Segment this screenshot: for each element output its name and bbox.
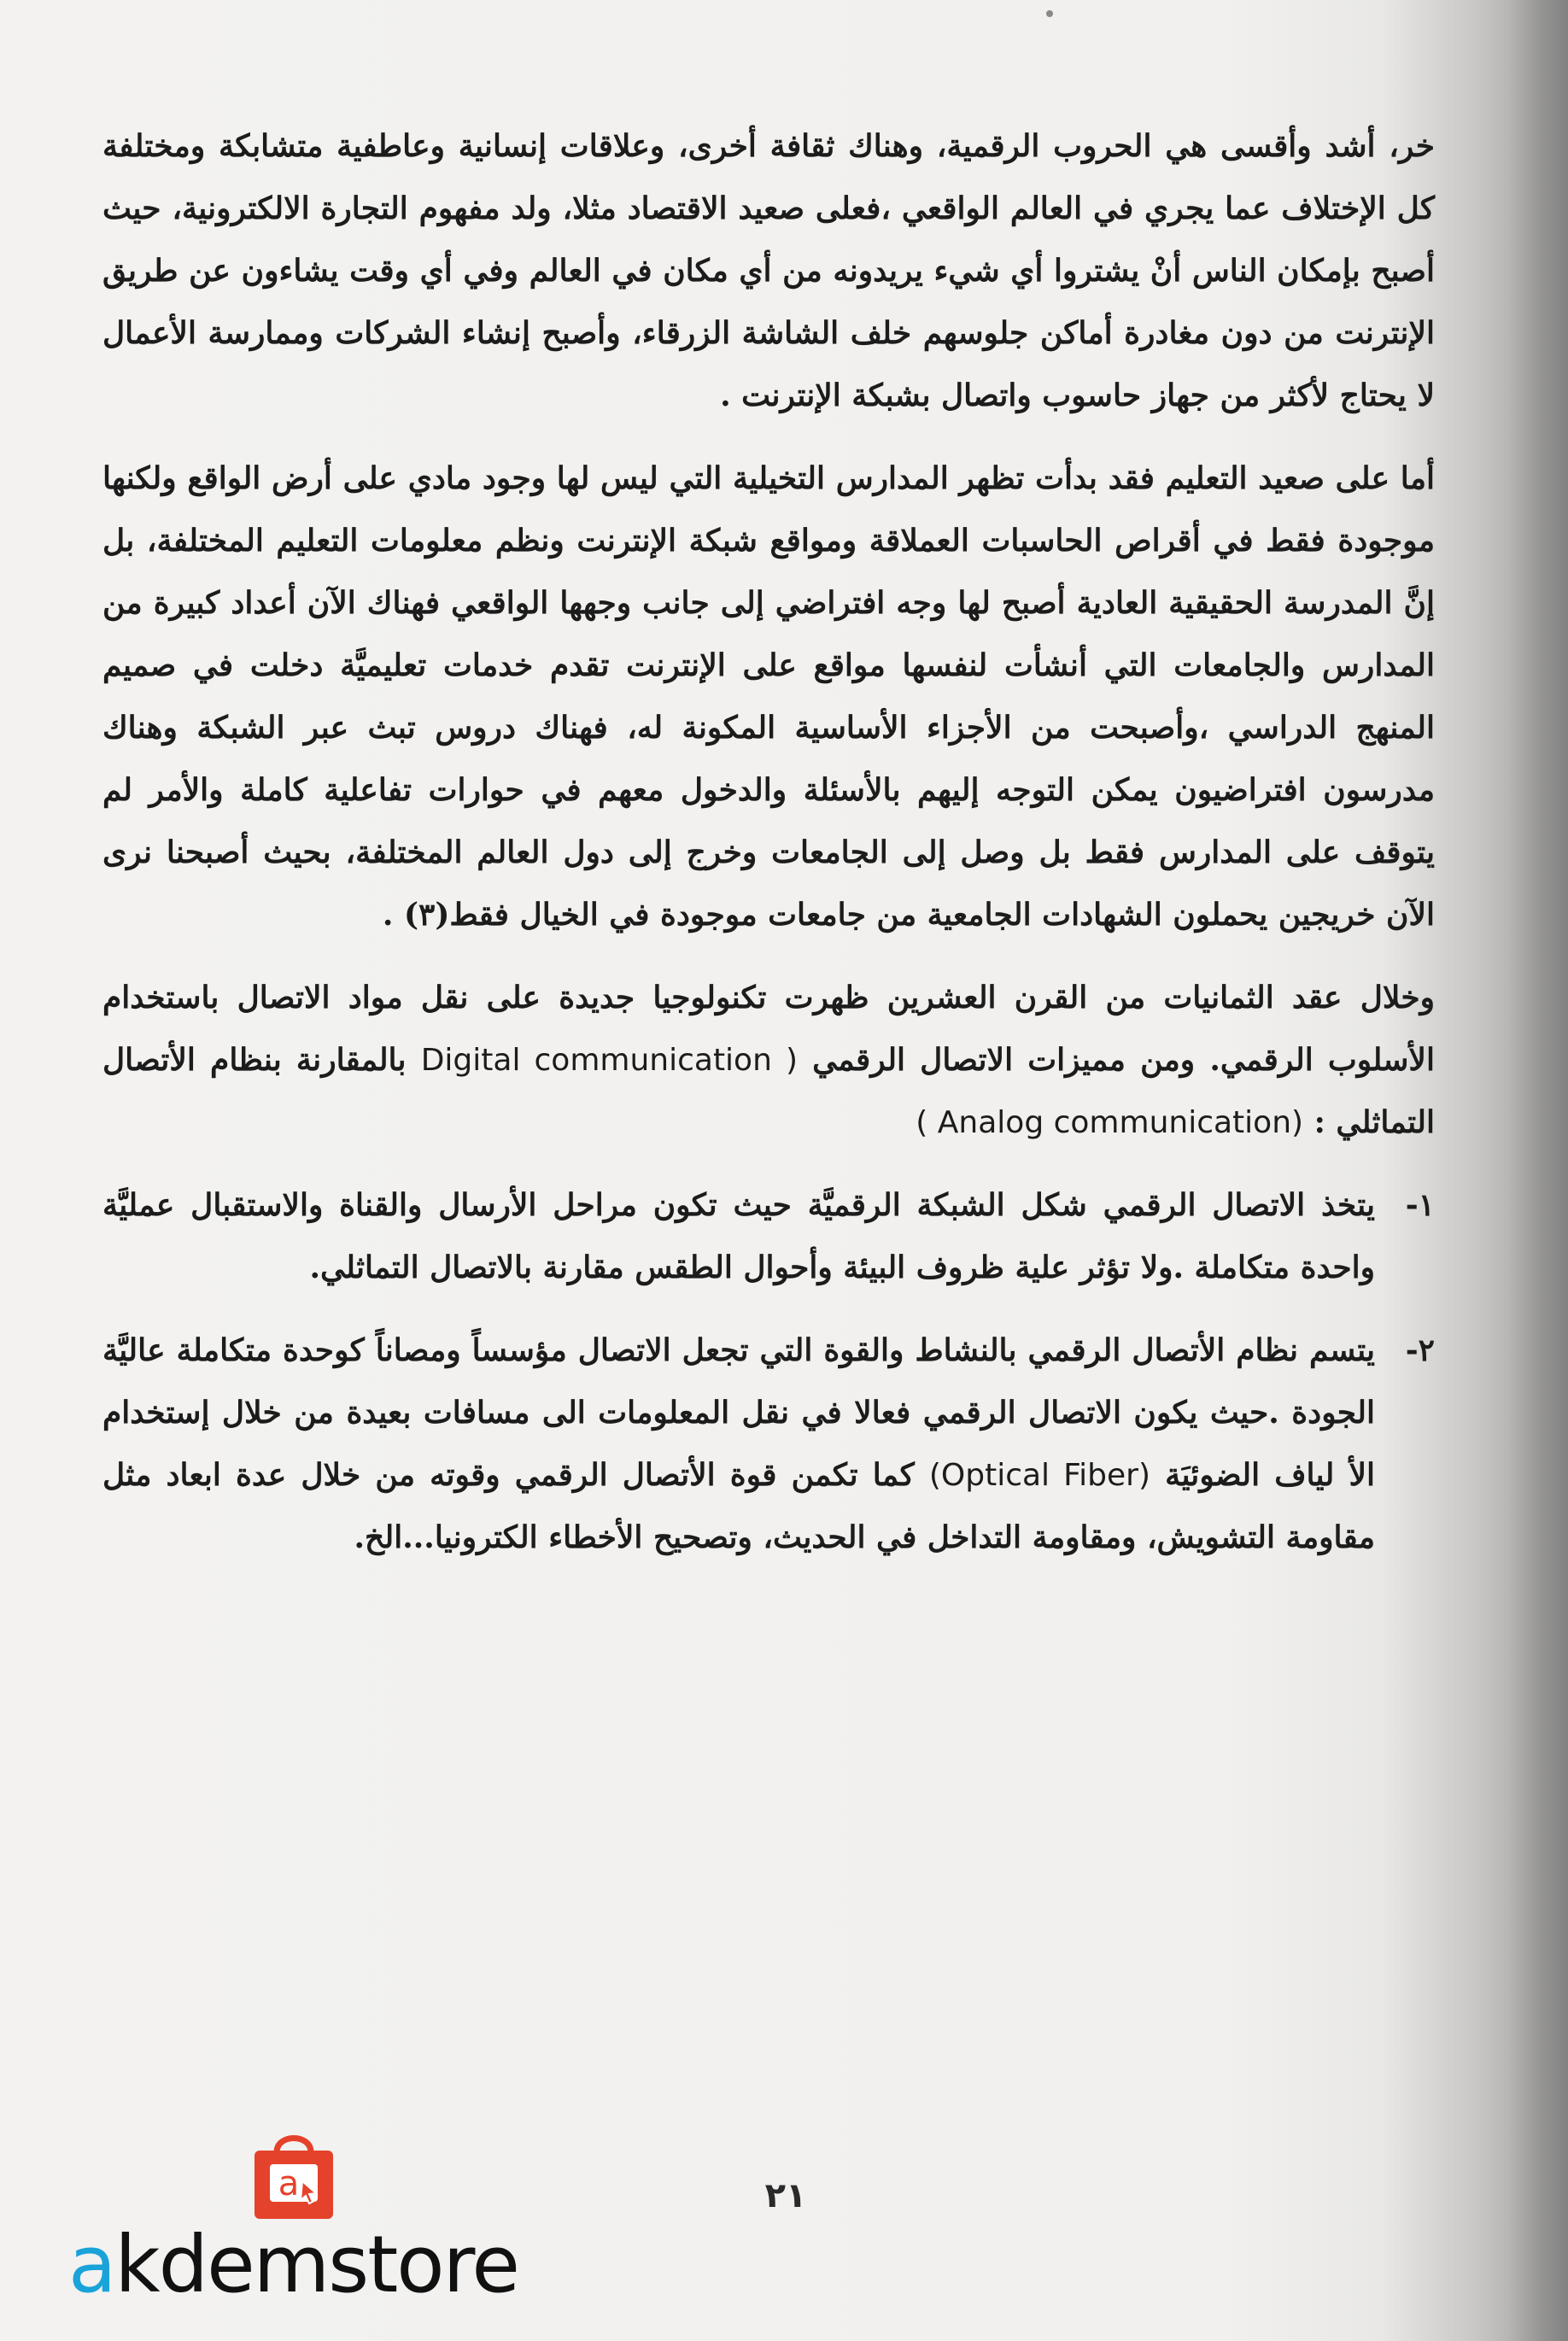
- paragraph-3-latin-1: ( Digital communication: [420, 1043, 799, 1078]
- paragraph-3-text-1: وخلال عقد الثمانيات من القرن العشرين ظهرت تكنولوجيا جديدة على نقل مواد الاتصال باستخدام الأسلوب الرقمي. ومن مميزات الاتصال الرقمي: [102, 980, 1435, 1078]
- list-item-2-text: [102, 1320, 1375, 1569]
- shopping-bag-logo-icon: [246, 2127, 342, 2222]
- paragraph-3: [102, 967, 1435, 1154]
- brand-accent-letter: a: [68, 2219, 115, 2310]
- list-item-2-latin: (Optical Fiber): [928, 1458, 1151, 1493]
- paragraph-2: أما على صعيد التعليم فقد بدأت تظهر المدارس التخيلية التي ليس لها وجود مادي على أرض الواقع ولكنها موجودة فقط في أقراص الحاسبات العملاقة ومواقع شبكة الإنترنت ونظم معلومات التعليم المختلفة، بل إنَّ المدرسة الحقيقية العادية أصبح لها وجه افتراضي إلى جانب وجهها الواقعي فهناك الآن أعداد كبيرة من المدارس والجامعات التي أنشأت لنفسها مواقع على الإنترنت تقدم خدمات تعليميَّة دخلت في صميم المنهج الدراسي ،وأصبحت من الأجزاء الأساسية المكونة له، فهناك دروس تبث عبر الشبكة وهناك مدرسون افتراضيون يمكن التوجه إليهم بالأسئلة والدخول معهم في حوارات تفاعلية كاملة والأمر لم يتوقف على المدارس فقط بل وصل إلى الجامعات وخرج إلى دول العالم المختلفة، بحيث أصبحنا نرى الآن خريجين يحملون الشهادات الجامعية من جامعات موجودة في الخيال فقط(٣) .: [102, 460, 1435, 933]
- brand-rest: kdemstore: [114, 2219, 518, 2310]
- list-item-2-number: ٢-: [1405, 1332, 1435, 1368]
- body-text: [102, 115, 1435, 1589]
- list-item-1-text: يتخذ الاتصال الرقمي شكل الشبكة الرقميَّة حيث تكون مراحل الأرسال والقناة والاستقبال عمليَّة واحدة متكاملة .ولا تؤثر علية ظروف البيئة وأحوال الطقس مقارنة بالاتصال التماثلي.: [102, 1187, 1375, 1285]
- print-speck: [1046, 10, 1053, 17]
- list-item-1-number: ١-: [1405, 1187, 1435, 1223]
- store-watermark: [68, 2127, 518, 2315]
- paragraph-3-latin-2: (Analog communication ): [916, 1105, 1304, 1140]
- book-binding-shadow: [1508, 0, 1568, 2341]
- paragraph-1: خر، أشد وأقسى هي الحروب الرقمية، وهناك ثقافة أخرى، وعلاقات إنسانية وعاطفية متشابكة ومختلفة كل الإختلاف عما يجري في العالم الواقعي ،فعلى صعيد الاقتصاد مثلا، ولد مفهوم التجارة الالكترونية، حيث أصبح بإمكان الناس أنْ يشتروا أي شيء يريدونه من أي مكان في العالم وفي أي وقت يشاءون عن طريق الإنترنت من دون مغادرة أماكن جلوسهم خلف الشاشة الزرقاء، وأصبح إنشاء الشركات وممارسة الأعمال لا يحتاج لأكثر من جهاز حاسوب واتصال بشبكة الإنترنت .: [102, 128, 1436, 413]
- list-item-2-text-2: كما تكمن قوة الأتصال الرقمي وقوته من خلال عدة ابعاد مثل مقاومة التشويش، ومقاومة التداخل في الحديث، وتصحيح الأخطاء الكترونيا...الخ.: [102, 1457, 1375, 1555]
- list-item-1: [102, 1174, 1435, 1299]
- paragraph-3-text-2: بالمقارنة بنظام الأتصال التماثلي :: [102, 1042, 1435, 1140]
- logo-letter: a: [278, 2164, 300, 2203]
- list-item-2-text-1: يتسم نظام الأتصال الرقمي بالنشاط والقوة التي تجعل الاتصال مؤسساً ومصاناً كوحدة متكاملة عاليَّة الجودة .حيث يكون الاتصال الرقمي فعالا في نقل المعلومات الى مسافات بعيدة من خلال إستخدام الأ لياف الضوئيَة: [102, 1332, 1375, 1493]
- page-number: ٢١: [764, 2176, 807, 2215]
- list-item-2: [102, 1320, 1435, 1569]
- store-brand-name: [68, 2219, 518, 2310]
